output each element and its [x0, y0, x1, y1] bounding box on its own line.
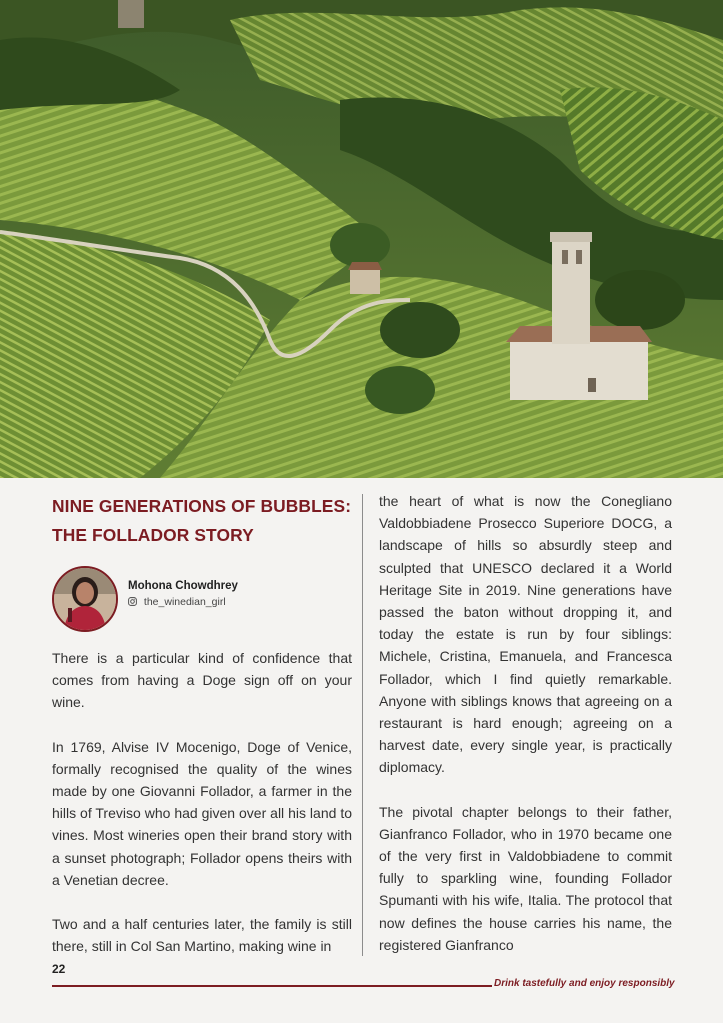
- author-name: Mohona Chowdhrey: [128, 580, 238, 592]
- vineyard-landscape-illustration: [0, 0, 723, 478]
- page-number: 22: [52, 962, 66, 976]
- paragraph-left-3: Two and a half centuries later, the family is still there, still in Col San Martino, making wine in: [52, 916, 352, 955]
- article-title: NINE GENERATIONS OF BUBBLES: THE FOLLADOR STORY: [52, 496, 352, 545]
- hero-photo-vineyard-hills: [0, 0, 723, 478]
- author-handle: the_winedian_girl: [143, 596, 226, 608]
- footer-rule: [52, 985, 492, 987]
- instagram-icon: [128, 596, 140, 608]
- article-right-column: [379, 490, 672, 956]
- paragraph-left-1: There is a particular kind of confidence that comes from having a Doge sign off on your wine.: [52, 650, 352, 711]
- column-divider: [362, 494, 363, 956]
- author-avatar: [52, 566, 118, 632]
- author-portrait-icon: [54, 568, 116, 630]
- article-left-column: [52, 490, 352, 957]
- author-handle-row[interactable]: [128, 596, 226, 608]
- footer-tagline: Drink tastefully and enjoy responsibly: [494, 978, 675, 989]
- author-byline: [52, 566, 352, 638]
- paragraph-right-2: The pivotal chapter belongs to their father, Gianfranco Follador, who in 1970 became one of the very first in Valdobbiadene to commit fully to sparkling wine, founding Follador Spumanti with his wife, Italia. The protocol that now defines the house carries his name, the registered Gianfranco: [379, 803, 672, 953]
- paragraph-left-2: In 1769, Alvise IV Mocenigo, Doge of Venice, formally recognised the quality of the wines made by one Giovanni Follador, a farmer in the hills of Treviso who had given over all his land to vines. Most wineries open their brand story with a sunset photograph; Follador opens theirs with a Venetian decree.: [52, 738, 352, 888]
- paragraph-right-1: the heart of what is now the Conegliano Valdobbiadene Prosecco Superiore DOCG, a landscape of hills so absurdly steep and sculpted that UNESCO declared it a World Heritage Site in 2019. Nine generations have passed the baton without dropping it, and today the estate is run by four siblings: Michele, Cristina, Emanuela, and Francesca Follador, which I find quietly remarkable. Anyone with siblings knows that agreeing on a restaurant is hard enough; agreeing on a harvest date, every single year, is practically diplomacy.: [379, 493, 672, 776]
